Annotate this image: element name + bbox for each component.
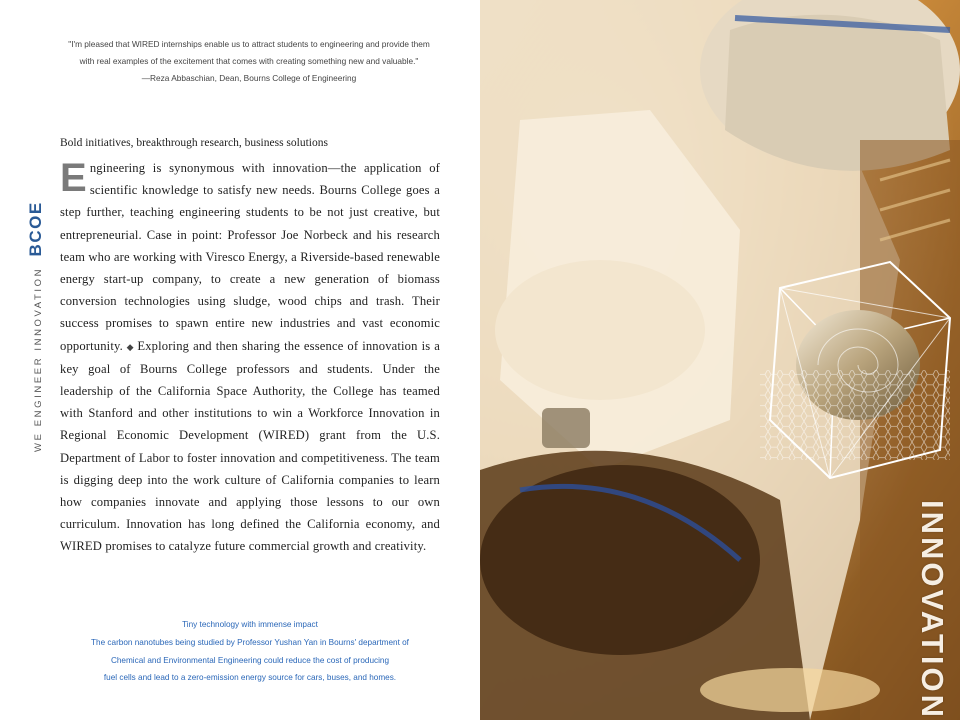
section-title-vertical: INNOVATION <box>915 500 950 720</box>
caption-line-3: fuel cells and lead to a zero-emission energy source for cars, buses, and homes. <box>103 673 397 683</box>
quote-line-2: with real examples of the excitement that comes with creating something new and valuable." <box>79 56 419 66</box>
lab-photo <box>480 0 960 720</box>
caption-title: Tiny technology with immense impact <box>182 620 318 629</box>
section-bullet-icon: ◆ <box>125 341 135 352</box>
drop-cap: E <box>60 156 87 200</box>
side-tagline: WE ENGINEER INNOVATION <box>33 266 44 452</box>
photo-caption <box>60 616 440 687</box>
side-label <box>26 201 46 452</box>
quote-line-1: "I'm pleased that WIRED internships enable us to attract students to engineering and provide them <box>68 39 430 49</box>
article-headline: Bold initiatives, breakthrough research, business solutions <box>60 137 328 149</box>
caption-line-1: The carbon nanotubes being studied by Professor Yushan Yan in Bourns' department of <box>91 637 409 647</box>
side-acronym: BCOE <box>26 201 45 257</box>
quote-attribution: —Reza Abbaschian, Dean, Bourns College of Engineering <box>141 73 357 83</box>
paragraph-2: Exploring and then sharing the essence of innovation is a key goal of Bourns College professors and students. Under the leadership of the California Space Authority, the College has teamed with Stanford and other institutions to win a Workforce Innovation in Regional Economic Development (WIRED) grant from the U.S. Department of Labor to foster innovation and competitiveness. The team is digging deep into the work culture of California companies to learn how companies innovate and applying those lessons to our own curriculum. Innovation has long defined the California economy, and WIRED promises to catalyze future commercial growth and creativity. <box>60 338 440 554</box>
pull-quote <box>54 36 444 87</box>
right-page <box>480 0 960 720</box>
caption-line-2: Chemical and Environmental Engineering could reduce the cost of producing <box>110 655 390 665</box>
article-body <box>60 157 440 558</box>
paragraph-1: ngineering is synonymous with innovation—the application of scientific knowledge to satisfy new needs. Bourns College goes a step further, teaching engineering students to be not just creative, but entrepreneurial. Case in point: Professor Joe Norbeck and his research team who are working with Viresco Energy, a Riverside-based renewable energy start-up company, to create a new generation of biomass conversion technologies using sludge, wood chips and trash. Their success promises to spawn entire new industries and vast economic opportunity. <box>60 161 440 353</box>
